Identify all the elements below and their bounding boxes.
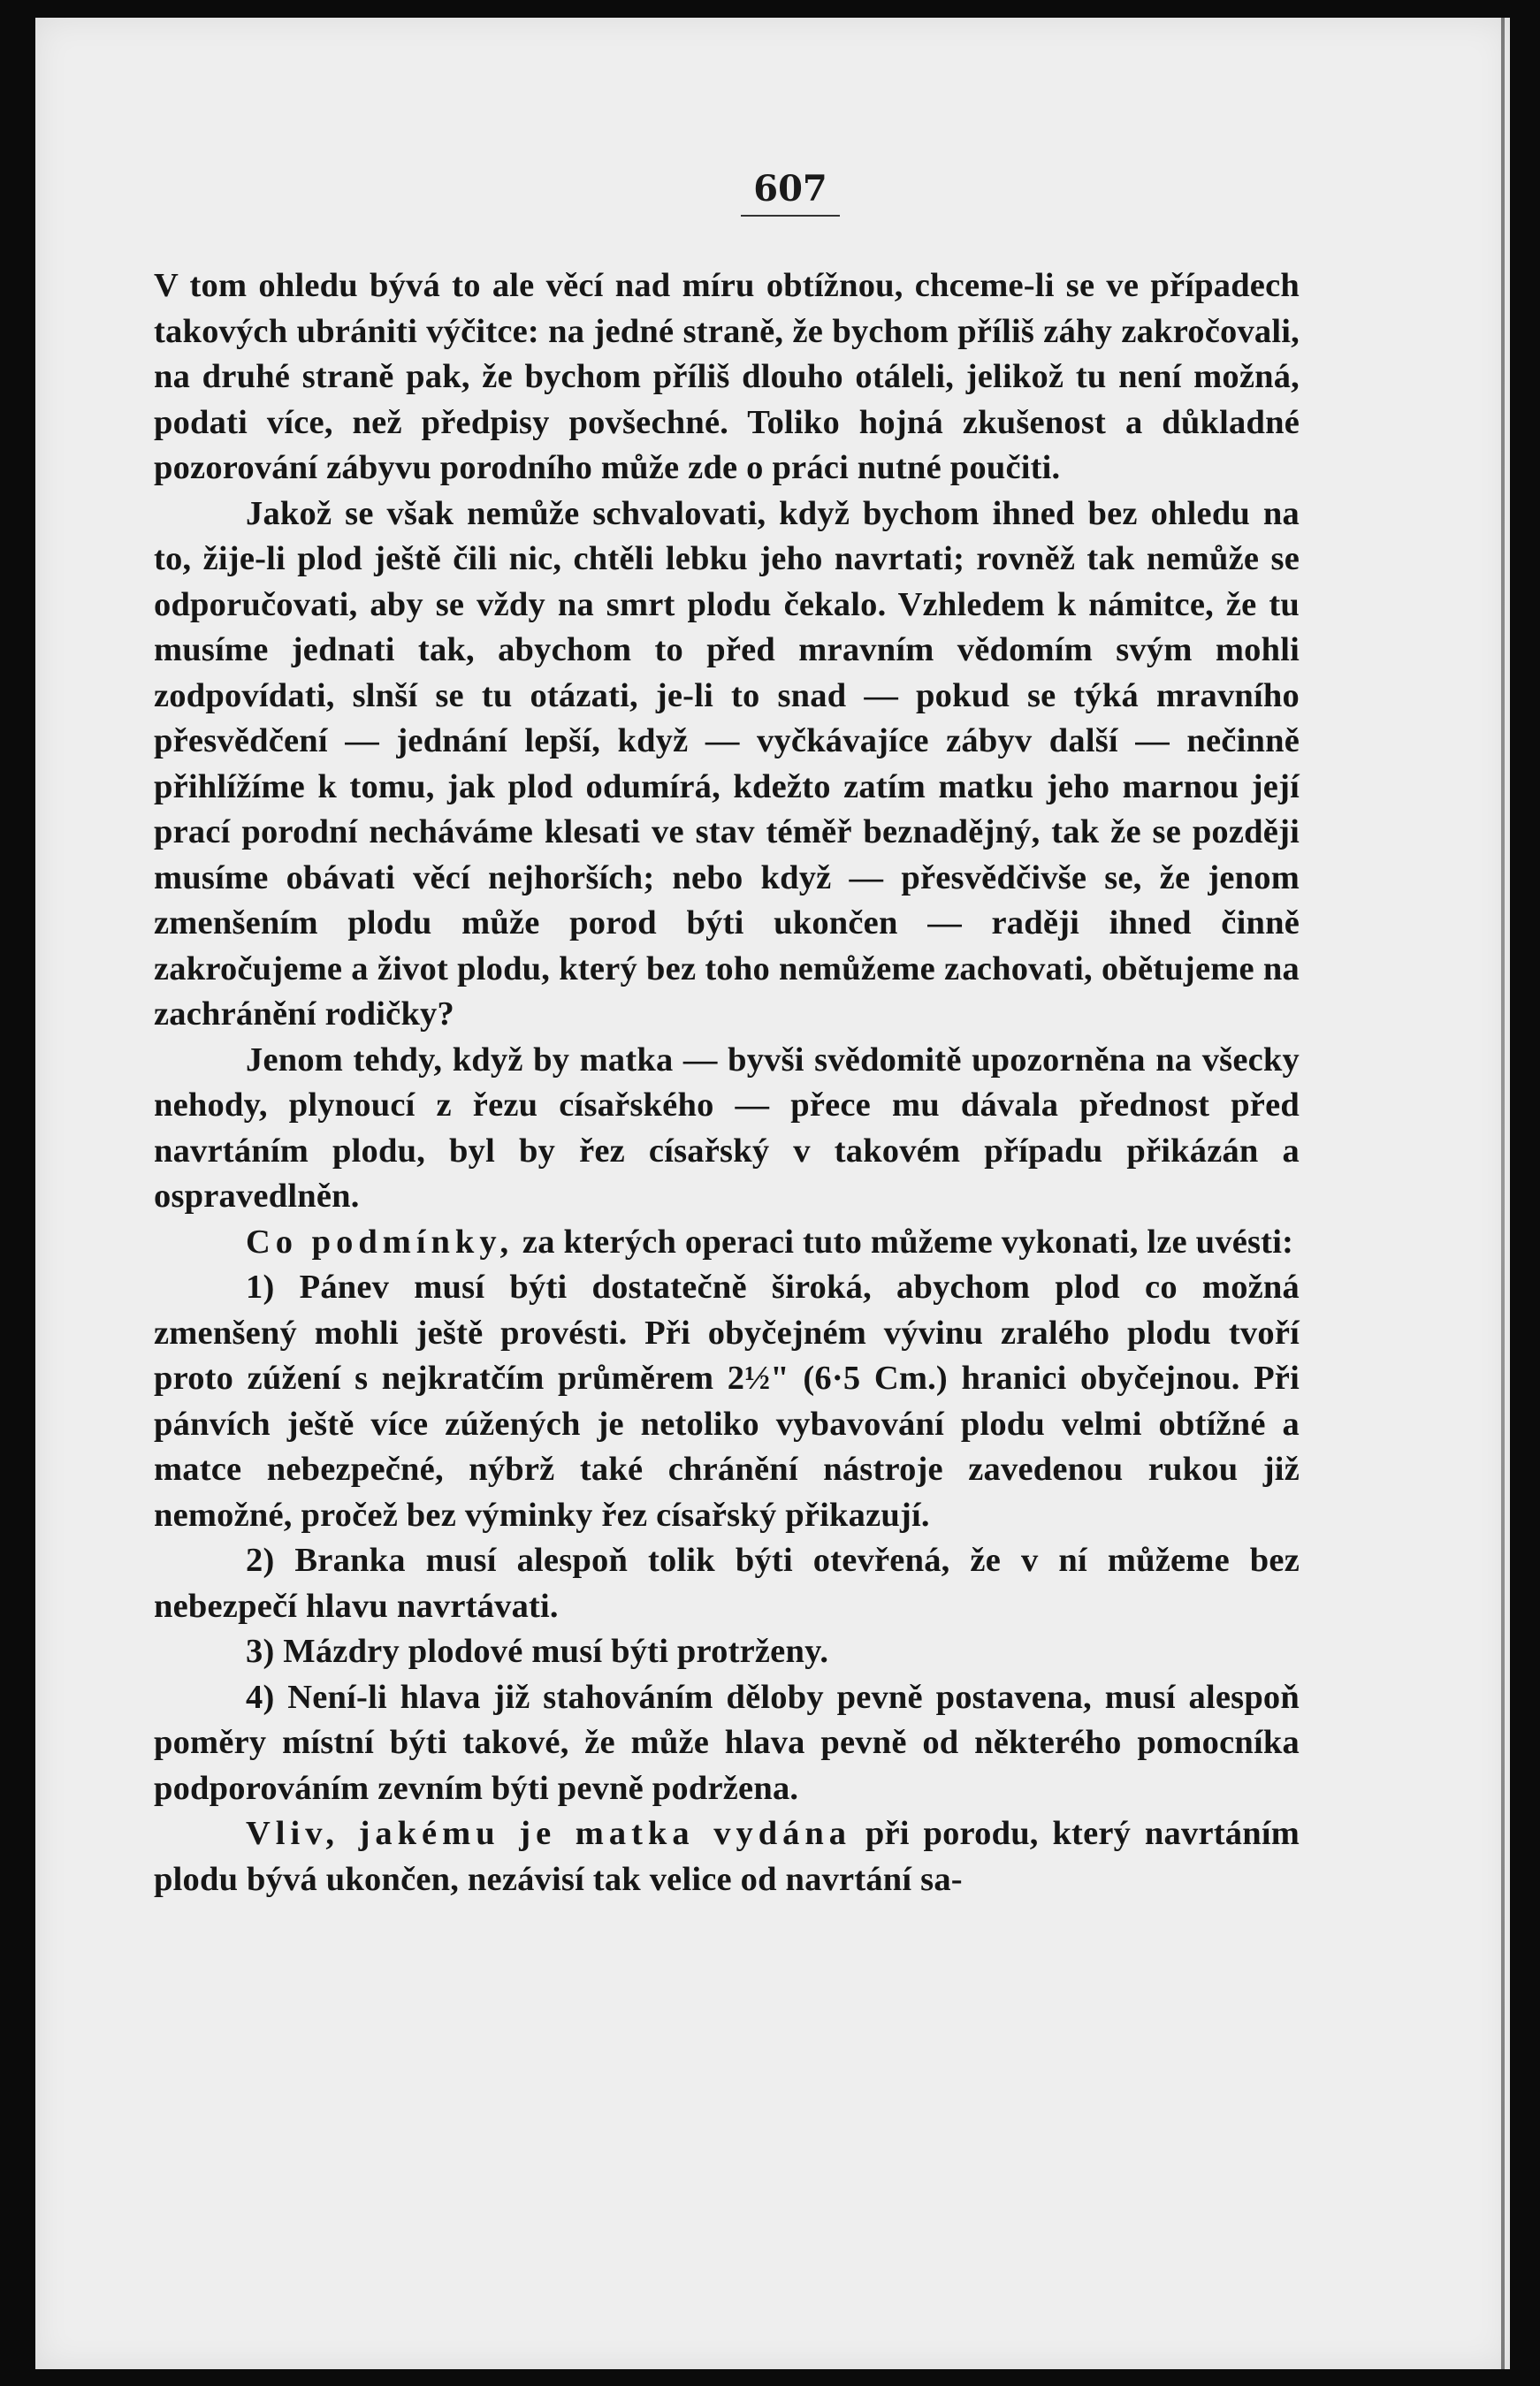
book-page <box>35 18 1510 2369</box>
paragraph-text: při porodu, který navrtáním plodu bývá ukončen, nezávisí tak velice od navrtání sa- <box>154 1815 1300 1898</box>
paragraph <box>154 1220 1300 1266</box>
paragraph: Jakož se však nemůže schvalovati, když bychom ihned bez ohledu na to, žije-li plod ještě čili nic, chtěli lebku jeho navrtati; rovněž tak nemůže se odporučovati, aby se vždy na smrt plodu čekalo. Vzhledem k námitce, že tu musíme jednati tak, abychom to před mravním vědomím svým mohli zodpovídati, slnší se tu otázati, je-li to snad — pokud se týká mravního přesvědčení — jednání lepší, když — vyčkávajíce zábyv další — nečinně přihlížíme k tomu, jak plod odumírá, kdežto zatím matku jeho marnou její prací porodní necháváme klesati ve stav téměř beznadějný, tak že se později musíme obávati věcí nejhorších; nebo když — přesvědčivše se, že jenom zmenšením plodu může porod býti ukončen — raději ihned činně zakročujeme a život plodu, který bez toho nemůžeme zachovati, obětujeme na zachránění rodičky? <box>154 494 1300 1033</box>
body-text <box>154 263 1300 1902</box>
page-edge-shadow <box>1501 18 1505 2369</box>
paragraph-text: za kterých operaci tuto můžeme vykonati, lze uvésti: <box>514 1223 1294 1261</box>
condition-item: 2) Branka musí alespoň tolik býti otevřená, že v ní můžeme bez nebezpečí hlavu navrtávati. <box>154 1542 1300 1625</box>
spaced-term: Co podmínky, <box>246 1223 515 1261</box>
spaced-term: Vliv, jakému je matka vydána <box>246 1815 852 1852</box>
condition-item: 1) Pánev musí býti dostatečně široká, abychom plod co možná zmenšený mohli ještě provésti. Při obyčejném vývinu zralého plodu tvoří proto zúžení s nejkratčím průměrem 2½" (6·5 Cm.) hranici obyčejnou. Při pánvích ještě více zúžených je netoliko vybavování plodu velmi obtížné a matce nebezpečné, nýbrž také chránění nástroje zavedenou rukou již nemožné, pročež bez výminky řez císařský přikazují. <box>154 1269 1300 1534</box>
page-number-text: 607 <box>741 168 840 217</box>
paragraph: Jenom tehdy, když by matka — byvši svědomitě upozorněna na všecky nehody, plynoucí z řezu císařského — přece mu dávala přednost před navrtáním plodu, byl by řez císařský v takovém případu přikázán a ospravedlněn. <box>154 1041 1300 1215</box>
condition-item: 3) Mázdry plodové musí býti protrženy. <box>246 1633 829 1670</box>
paragraph <box>154 1811 1300 1902</box>
paragraph: V tom ohledu bývá to ale věcí nad míru obtížnou, chceme-li se ve případech takových ubrániti výčitce: na jedné straně, že bychom příliš záhy zakročovali, na druhé straně pak, že bychom příliš dlouho otáleli, jelikož tu není možná, podati více, než předpisy povšechné. Toliko hojná zkušenost a důkladné pozorování zábyvu porodního může zde o práci nutné poučiti. <box>154 267 1300 486</box>
page-number <box>35 168 1510 217</box>
condition-item: 4) Není-li hlava již stahováním děloby pevně postavena, musí alespoň poměry místní býti takové, že může hlava pevně od některého pomocníka podporováním zevním býti pevně podržena. <box>154 1678 1300 1807</box>
